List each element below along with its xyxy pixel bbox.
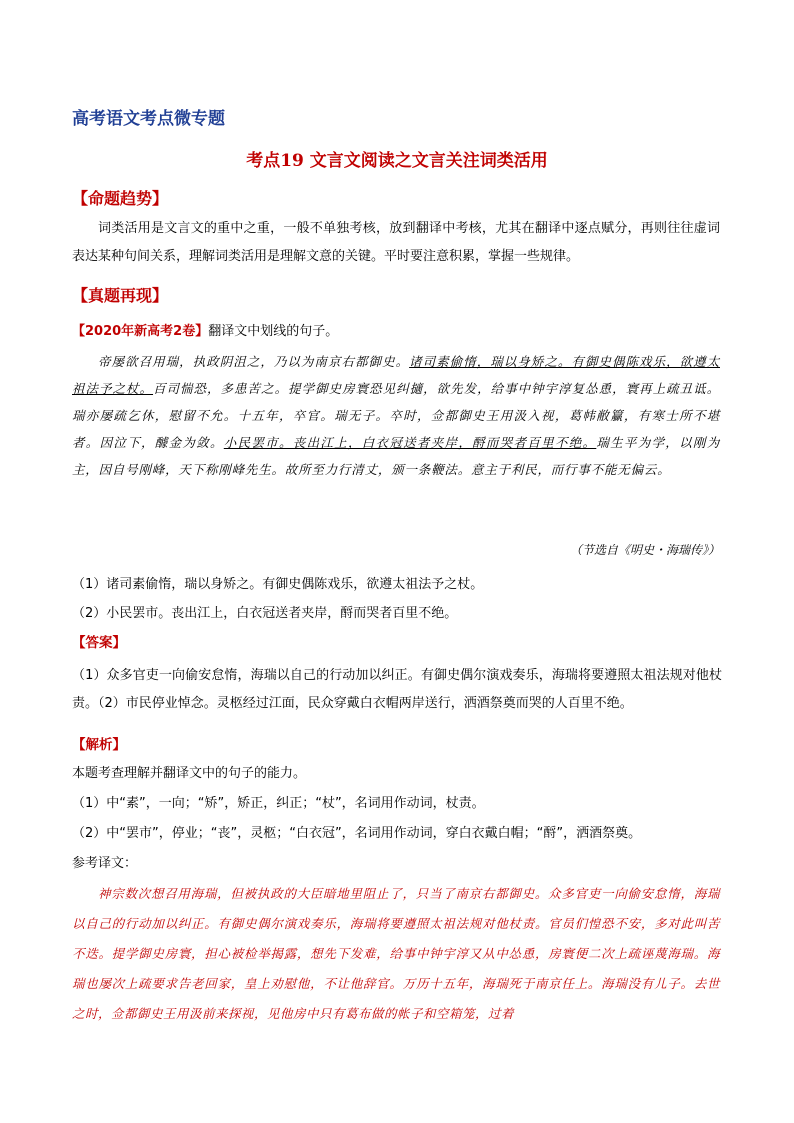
analysis-point-1: （1）中“素”，一向；“矫”，矫正，纠正；“杖”，名词用作动词，杖责。 <box>72 796 485 811</box>
reference-translation-label: 参考译文： <box>72 856 138 871</box>
analysis-intro: 本题考查理解并翻译文中的句子的能力。 <box>72 766 307 781</box>
underlined-sentence-2: 小民罢市。丧出江上，白衣冠送者夹岸，酹而哭者百里不绝。 <box>223 435 597 450</box>
passage-segment: 帝屡欲召用瑞，执政阴沮之，乃以为南京右都御史。 <box>98 354 410 369</box>
exam-heading: 【真题再现】 <box>72 286 169 305</box>
series-header: 高考语文考点微专题 <box>72 109 225 129</box>
analysis-label: 【解析】 <box>72 737 126 753</box>
reference-translation: 神宗数次想召用海瑞，但被执政的大臣暗地里阻止了，只当了南京右都御史。众多官吏一向偷安怠惰，海瑞以自己的行动加以纠正。有御史偶尔演戏奏乐，海瑞将要遵照太祖法规对他杖责。官员们惶恐不安，多对此叫苦不迭。提学御史房寰，担心被检举揭露，想先下发难，给事中钟宇淳又从中怂恿，房寰便二次上疏诬蔑海瑞。海瑞也屡次上疏要求告老回家，皇上劝慰他，不让他辞官。万历十五年，海瑞死于南京任上。海瑞没有儿子。去世之时，佥都御史王用汲前来探视，见他房中只有葛布做的帐子和空箱笼，过着 <box>72 886 720 1021</box>
answer-text: （1）众多官吏一向偷安怠惰，海瑞以自己的行动加以纠正。有御史偶尔演戏奏乐，海瑞将要遵照太祖法规对他杖责。（2）市民停业悼念。灵柩经过江面，民众穿戴白衣帽两岸送行，洒酒祭奠而哭的人百里不绝。 <box>72 668 722 711</box>
question-1: （1）诸司素偷惰，瑞以身矫之。有御史偶陈戏乐，欲遵太祖法予之杖。 <box>72 577 484 592</box>
exam-source-line <box>72 320 338 339</box>
exam-source: 【2020年新高考2卷】 <box>72 324 209 339</box>
trend-text: 词类活用是文言文的重中之重，一般不单独考核，放到翻译中考核，尤其在翻译中逐点赋分，再则往往虚词表达某种句间关系，理解词类活用是理解文意的关键。平时要注意积累，掌握一些规律。 <box>72 221 720 264</box>
trend-heading: 【命题趋势】 <box>72 189 169 208</box>
answer-label: 【答案】 <box>72 635 126 651</box>
question-2: （2）小民罢市。丧出江上，白衣冠送者夹岸，酹而哭者百里不绝。 <box>72 606 458 621</box>
exam-instruction: 翻译文中划线的句子。 <box>208 324 339 339</box>
passage-segment: 百司惴恐，多患苦之。提学御史房寰恐见纠擿，欲先发，给事中钟宇淳复怂恿，寰再上疏丑诋。瑞亦屡疏乞休，慰留不允。十五年，卒官。瑞无子。卒时，佥都御史王用汲入视，葛帏敝籯，有寒士所不堪者。因泣下，醵金为敛。 <box>72 381 720 450</box>
page-title: 考点19 文言文阅读之文言关注词类活用 <box>246 151 548 171</box>
classical-passage <box>72 348 720 483</box>
underlined-sentence-1: 诸司素偷惰，瑞以身矫之。有御史偶陈戏乐，欲遵太祖法予之杖。 <box>72 354 720 396</box>
passage-segment: 瑞生平为学，以刚为主，因自号刚峰，天下称刚峰先生。故所至力行清丈，颁一条鞭法。意主于利民，而行事不能无偏云。 <box>72 435 720 477</box>
analysis-point-2: （2）中“罢市”，停业；“丧”，灵柩；“白衣冠”，名词用作动词，穿白衣戴白帽；“酹”，洒酒祭奠。 <box>72 826 642 841</box>
passage-attribution: （节选自《明史・海瑞传》） <box>569 543 720 557</box>
